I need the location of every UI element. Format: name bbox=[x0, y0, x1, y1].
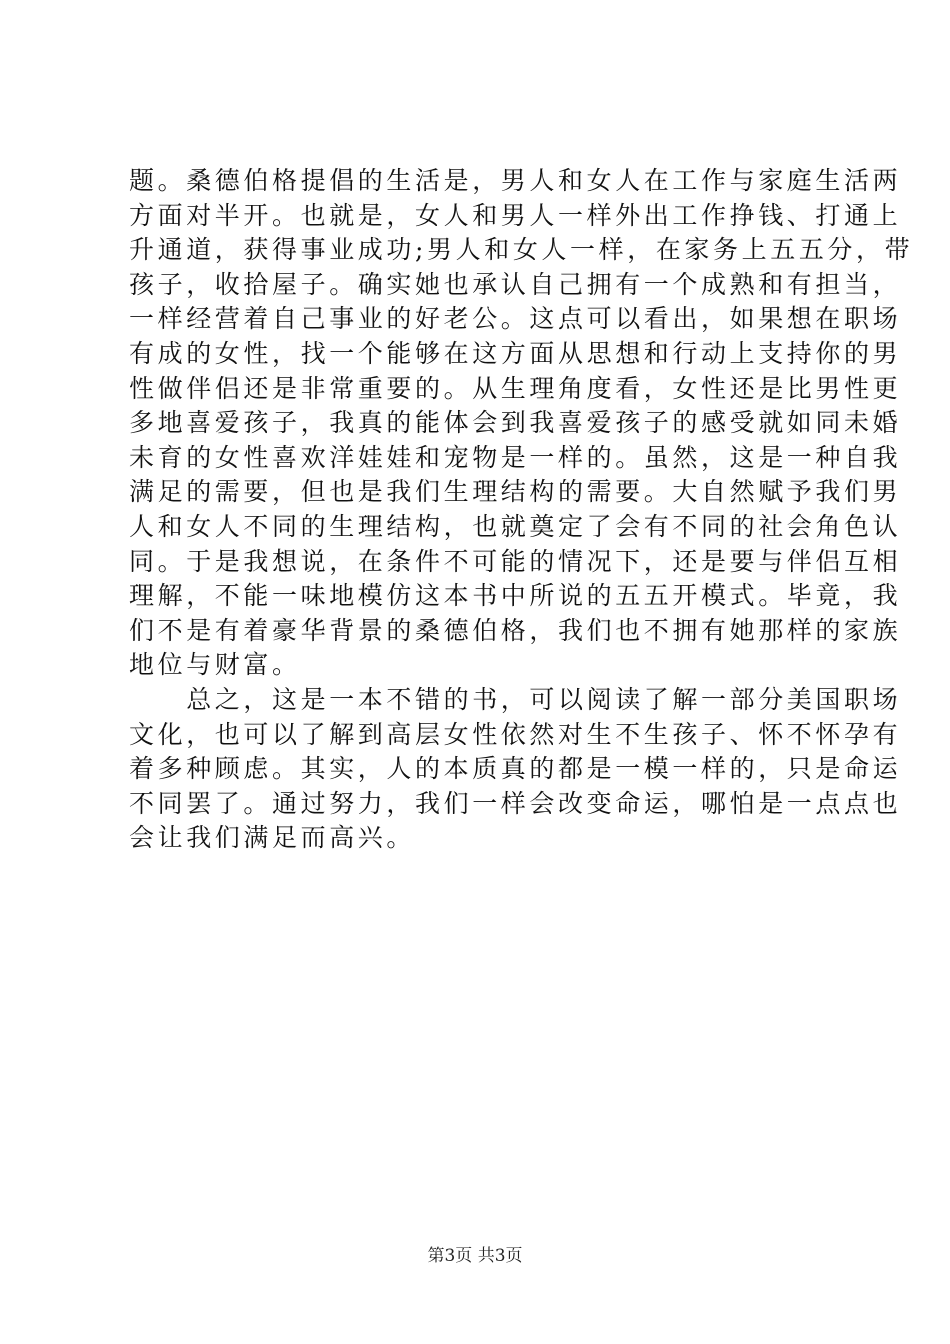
text-line: 有成的女性，找一个能够在这方面从思想和行动上支持你的男 bbox=[129, 338, 902, 368]
text-line: 方面对半开。也就是，女人和男人一样外出工作挣钱、打通上 bbox=[129, 200, 902, 230]
text-line: 文化，也可以了解到高层女性依然对生不生孩子、怀不怀孕有 bbox=[129, 719, 902, 749]
page-footer: 第3页 共3页 bbox=[427, 1246, 523, 1266]
text-line: 人和女人不同的生理结构，也就奠定了会有不同的社会角色认 bbox=[129, 511, 902, 541]
text-line: 会让我们满足而高兴。 bbox=[129, 823, 416, 853]
text-line: 总之，这是一本不错的书，可以阅读了解一部分美国职场 bbox=[129, 684, 902, 714]
text-line: 升通道，获得事业成功;男人和女人一样，在家务上五五分，带 bbox=[129, 235, 914, 265]
text-line: 地位与财富。 bbox=[129, 650, 301, 680]
text-line: 满足的需要，但也是我们生理结构的需要。大自然赋予我们男 bbox=[129, 477, 902, 507]
text-line: 着多种顾虑。其实，人的本质真的都是一模一样的，只是命运 bbox=[129, 754, 902, 784]
text-line: 孩子，收拾屋子。确实她也承认自己拥有一个成熟和有担当， bbox=[129, 269, 902, 299]
text-line: 多地喜爱孩子，我真的能体会到我喜爱孩子的感受就如同未婚 bbox=[129, 408, 902, 438]
text-line: 性做伴侣还是非常重要的。从生理角度看，女性还是比男性更 bbox=[129, 373, 902, 403]
body-text bbox=[129, 164, 914, 856]
text-line: 未育的女性喜欢洋娃娃和宠物是一样的。虽然，这是一种自我 bbox=[129, 442, 902, 472]
text-line: 们不是有着豪华背景的桑德伯格，我们也不拥有她那样的家族 bbox=[129, 615, 902, 645]
text-line: 理解，不能一味地模仿这本书中所说的五五开模式。毕竟，我 bbox=[129, 581, 902, 611]
text-line: 同。于是我想说，在条件不可能的情况下，还是要与伴侣互相 bbox=[129, 546, 902, 576]
text-line: 不同罢了。通过努力，我们一样会改变命运，哪怕是一点点也 bbox=[129, 788, 902, 818]
text-line: 一样经营着自己事业的好老公。这点可以看出，如果想在职场 bbox=[129, 304, 902, 334]
text-line: 题。桑德伯格提倡的生活是，男人和女人在工作与家庭生活两 bbox=[129, 166, 902, 195]
